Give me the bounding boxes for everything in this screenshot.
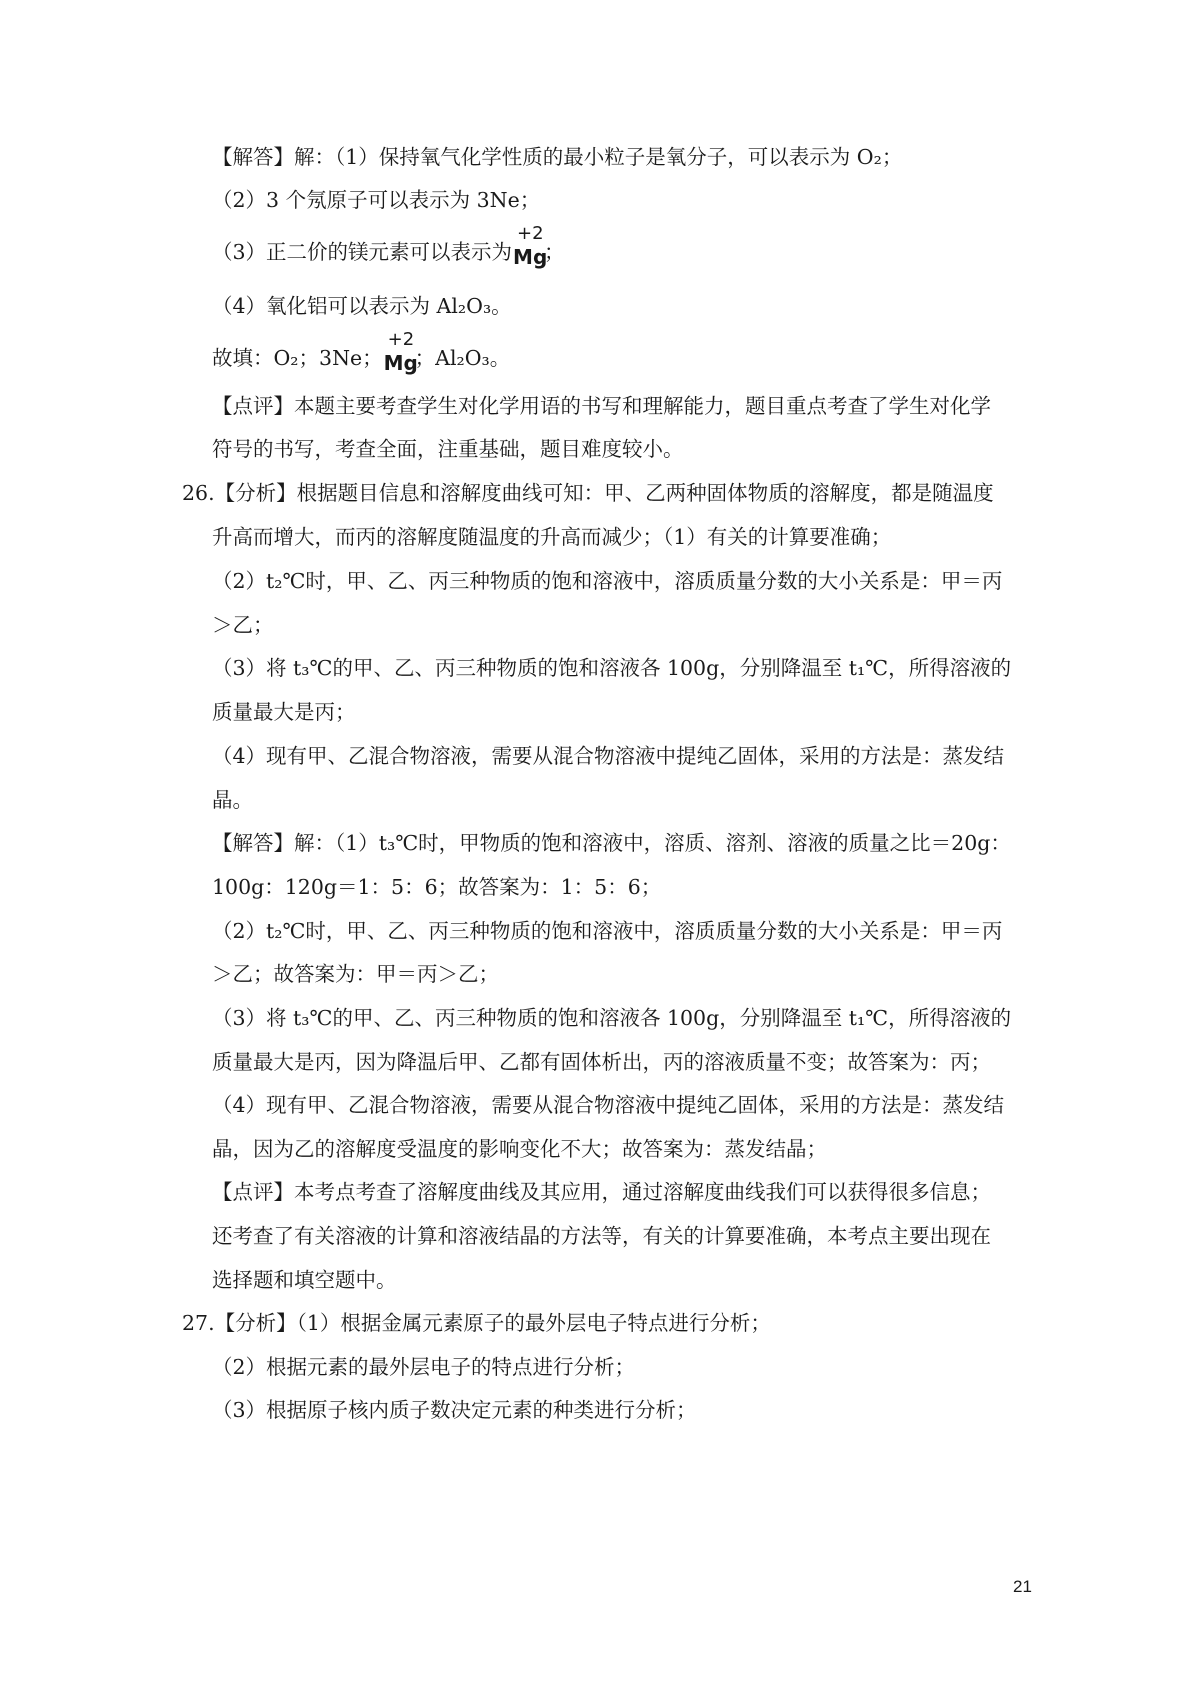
analysis-27-line-1: 27.【分析】（1）根据金属元素原子的最外层电子特点进行分析； xyxy=(182,1311,771,1335)
page-number: 21 xyxy=(1013,1577,1032,1596)
answer-25-fill xyxy=(212,328,511,375)
answer-25-line-4: （4）氧化铝可以表示为 Al₂O₃。 xyxy=(212,294,512,318)
analysis-26-line-1: 26.【分析】根据题目信息和溶解度曲线可知：甲、乙两种固体物质的溶解度，都是随温度 xyxy=(182,481,994,505)
analysis-26-line-4: ＞乙； xyxy=(212,613,274,637)
analysis-26-line-3: （2）t₂℃时，甲、乙、丙三种物质的饱和溶液中，溶质质量分数的大小关系是：甲＝丙 xyxy=(212,569,1003,593)
answer-26-line-7: （4）现有甲、乙混合物溶液，需要从混合物溶液中提纯乙固体，采用的方法是：蒸发结 xyxy=(212,1093,1005,1117)
mg-valence-formula-fill xyxy=(383,328,418,375)
analysis-27-line-3: （3）根据原子核内质子数决定元素的种类进行分析； xyxy=(212,1398,697,1422)
valence-symbol-fill: Mg xyxy=(383,350,418,375)
answer-26-line-4: ＞乙；故答案为：甲＝丙＞乙； xyxy=(212,962,499,986)
answer-25-fill-text: 故填：O₂；3Ne； xyxy=(212,346,383,370)
answer-25-line-3-text: （3）正二价的镁元素可以表示为 xyxy=(212,240,513,264)
comment-26-line-2: 还考查了有关溶液的计算和溶液结晶的方法等，有关的计算要准确，本考点主要出现在 xyxy=(212,1224,991,1248)
answer-26-line-5: （3）将 t₃℃的甲、乙、丙三种物质的饱和溶液各 100g，分别降温至 t₁℃，所得溶液的 xyxy=(212,1006,1012,1030)
analysis-26-line-6: 质量最大是丙； xyxy=(212,700,356,724)
comment-25-line-1: 【点评】本题主要考查学生对化学用语的书写和理解能力，题目重点考查了学生对化学 xyxy=(212,394,991,418)
analysis-26-line-5: （3）将 t₃℃的甲、乙、丙三种物质的饱和溶液各 100g，分别降温至 t₁℃，所得溶液的 xyxy=(212,656,1012,680)
answer-26-line-6: 质量最大是丙，因为降温后甲、乙都有固体析出，丙的溶液质量不变；故答案为：丙； xyxy=(212,1050,991,1074)
answer-25-line-2: （2）3 个氖原子可以表示为 3Ne； xyxy=(212,188,541,212)
analysis-26-line-7: （4）现有甲、乙混合物溶液，需要从混合物溶液中提纯乙固体，采用的方法是：蒸发结 xyxy=(212,744,1005,768)
answer-26-line-1: 【解答】解：（1）t₃℃时，甲物质的饱和溶液中，溶质、溶剂、溶液的质量之比＝20g： xyxy=(212,831,1011,855)
answer-25-line-3-tail: ； xyxy=(544,240,565,264)
mg-valence-formula xyxy=(513,222,548,269)
answer-25-fill-tail: ；Al₂O₃。 xyxy=(414,346,511,370)
comment-25-line-2: 符号的书写，考查全面，注重基础，题目难度较小。 xyxy=(212,437,684,461)
valence-symbol: Mg xyxy=(513,244,548,269)
comment-26-line-1: 【点评】本考点考查了溶解度曲线及其应用，通过溶解度曲线我们可以获得很多信息； xyxy=(212,1180,991,1204)
analysis-27-line-2: （2）根据元素的最外层电子的特点进行分析； xyxy=(212,1355,636,1379)
analysis-26-line-2: 升高而增大，而丙的溶解度随温度的升高而减少；（1）有关的计算要准确； xyxy=(212,525,892,549)
analysis-26-line-8: 晶。 xyxy=(212,788,253,812)
answer-26-line-8: 晶，因为乙的溶解度受温度的影响变化不大；故答案为：蒸发结晶； xyxy=(212,1137,827,1161)
comment-26-line-3: 选择题和填空题中。 xyxy=(212,1268,397,1292)
valence-charge-fill: +2 xyxy=(387,328,415,350)
answer-25-line-1: 【解答】解：（1）保持氧气化学性质的最小粒子是氧分子，可以表示为 O₂； xyxy=(212,145,903,169)
answer-26-line-3: （2）t₂℃时，甲、乙、丙三种物质的饱和溶液中，溶质质量分数的大小关系是：甲＝丙 xyxy=(212,919,1003,943)
answer-26-line-2: 100g：120g＝1：5：6；故答案为：1：5：6； xyxy=(212,875,662,899)
valence-charge: +2 xyxy=(517,222,544,244)
answer-25-line-3 xyxy=(212,222,565,269)
